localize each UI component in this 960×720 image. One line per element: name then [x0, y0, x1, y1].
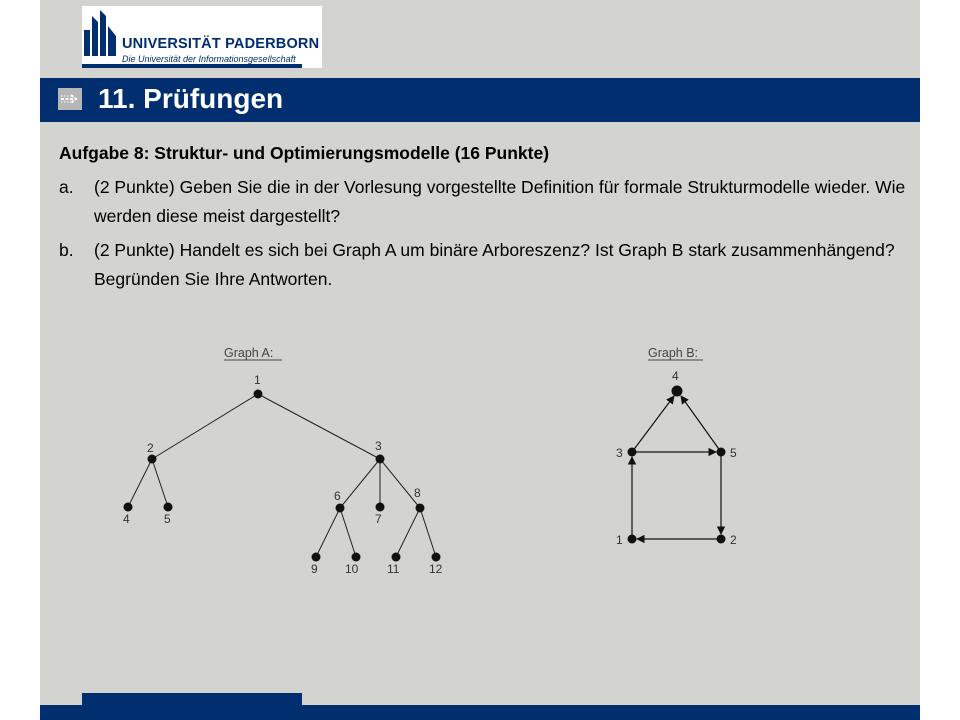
graph-a-node: [376, 503, 385, 512]
list-item-text: (2 Punkte) Handelt es sich bei Graph A um binäre Arboreszenz? Ist Graph B stark zusammenhängend? Begründen Sie Ihre Antworten.: [94, 240, 895, 289]
page-title: 11. Prüfungen: [98, 83, 284, 114]
graph-a-node-label: 12: [429, 562, 443, 576]
graph-a-node-label: 5: [164, 512, 171, 526]
graph-a-node-label: 9: [311, 562, 318, 576]
graph-b-node: [717, 448, 726, 457]
graph-a-node: [432, 553, 441, 562]
graph-a-node-label: 10: [345, 562, 359, 576]
graph-a-node-label: 4: [123, 512, 130, 526]
graph-a-node: [352, 553, 361, 562]
graph-b-node: [628, 448, 637, 457]
graph-a-node-label: 3: [375, 439, 382, 453]
graph-a-node: [254, 390, 263, 399]
graph-a-node: [392, 553, 401, 562]
university-tagline: Die Universität der Informationsgesellschaft: [122, 54, 296, 64]
graph-a-node-label: 1: [254, 373, 261, 387]
graph-a-node-label: 2: [147, 441, 154, 455]
footer-bar: [40, 705, 920, 720]
graph-b-node-label: 2: [730, 533, 737, 547]
graph-b-node-label: 5: [730, 446, 737, 460]
list-marker: b.: [59, 240, 74, 260]
graph-a-edges: [128, 394, 436, 557]
graph-b-node: [717, 535, 726, 544]
task-heading: Aufgabe 8: Struktur- und Optimierungsmodelle (16 Punkte): [59, 143, 550, 163]
list-item-text: (2 Punkte) Geben Sie die in der Vorlesung vorgestellte Definition für formale Strukturmodelle wieder. Wie werden diese meist dargestellt?: [94, 177, 906, 226]
graph-a-node: [312, 553, 321, 562]
graph-a-node: [416, 504, 425, 513]
graph-b-arcs: [632, 396, 721, 539]
graph-b-title: Graph B:: [648, 346, 699, 360]
graph-b-node: [628, 535, 637, 544]
list-marker: a.: [59, 177, 74, 197]
graph-b-node-label: 4: [672, 369, 679, 383]
graph-a-node: [164, 503, 173, 512]
graph-a-node: [124, 503, 133, 512]
graph-a-node-label: 8: [414, 486, 421, 500]
graph-a-title: Graph A:: [224, 346, 274, 360]
graph-a-node: [376, 455, 385, 464]
graph-a-node-label: 7: [375, 512, 382, 526]
graph-a-node: [336, 504, 345, 513]
footer-accent-bar: [82, 693, 302, 705]
graph-a-node-label: 6: [334, 489, 341, 503]
graph-b-node-label: 1: [616, 533, 623, 547]
graph-b-node: [672, 386, 683, 397]
graph-a-node: [148, 455, 157, 464]
university-name: UNIVERSITÄT PADERBORN: [122, 36, 320, 52]
graph-b-node-label: 3: [616, 446, 623, 460]
graph-a-node-label: 11: [387, 562, 400, 576]
